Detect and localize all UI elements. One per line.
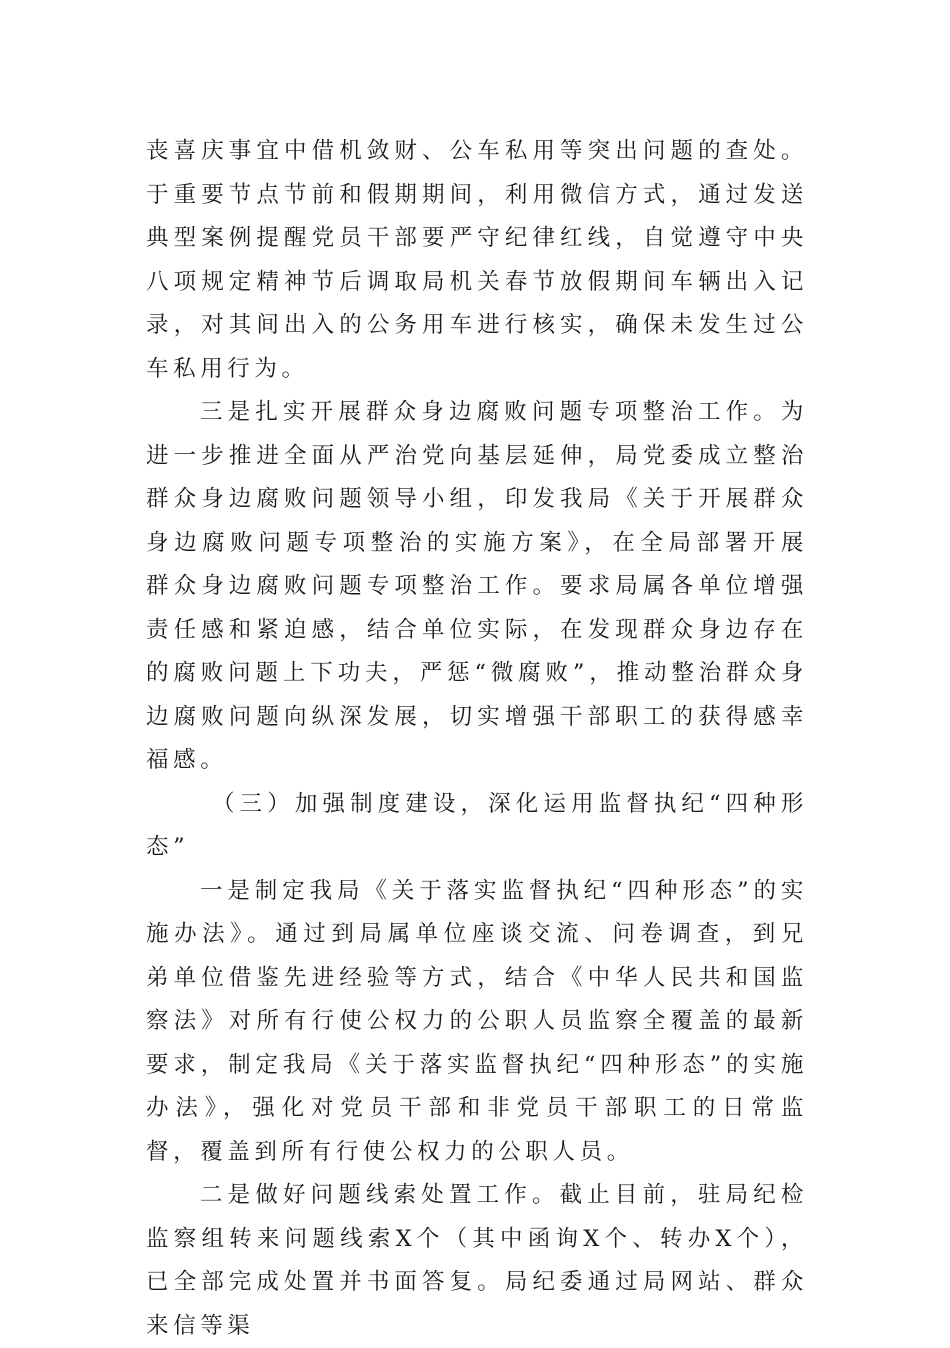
paragraph-four-forms-measures: 一是制定我局《关于落实监督执纪“四种形态”的实施办法》。通过到局属单位座谈交流、问卷调查，到兄弟单位借鉴先进经验等方式，结合《中华人民共和国监察法》对所有行使公权力的公职人员监察全覆盖的最新要求，制定我局《关于落实监督执纪“四种形态”的实施办法》，强化对党员干部和非党员干部职工的日常监督，覆盖到所有行使公权力的公职人员。 xyxy=(146,877,808,1165)
document-page xyxy=(146,130,808,1348)
paragraph-clue-handling: 二是做好问题线索处置工作。截止目前，驻局纪检监察组转来问题线索X个（其中函询X个、转办X个），已全部完成处置并书面答复。局纪委通过局网站、群众来信等渠 xyxy=(146,1182,808,1339)
paragraph-special-rectification: 三是扎实开展群众身边腐败问题专项整治工作。为进一步推进全面从严治党向基层延伸，局党委成立整治群众身边腐败问题领导小组，印发我局《关于开展群众身边腐败问题专项整治的实施方案》，在全局部署开展群众身边腐败问题专项整治工作。要求局属各单位增强责任感和紧迫感，结合单位实际，在发现群众身边存在的腐败问题上下功夫，严惩“微腐败”，推动整治群众身边腐败问题向纵深发展，切实增强干部职工的获得感幸福感。 xyxy=(146,399,808,773)
section-heading-three: （三）加强制度建设，深化运用监督执纪“四种形态” xyxy=(146,790,808,860)
paragraph-continuation: 丧喜庆事宜中借机敛财、公车私用等突出问题的查处。于重要节点节前和假期期间，利用微信方式，通过发送典型案例提醒党员干部要严守纪律红线，自觉遵守中央八项规定精神节后调取局机关春节放假期间车辆出入记录，对其间出入的公务用车进行核实，确保未发生过公车私用行为。 xyxy=(146,138,808,382)
